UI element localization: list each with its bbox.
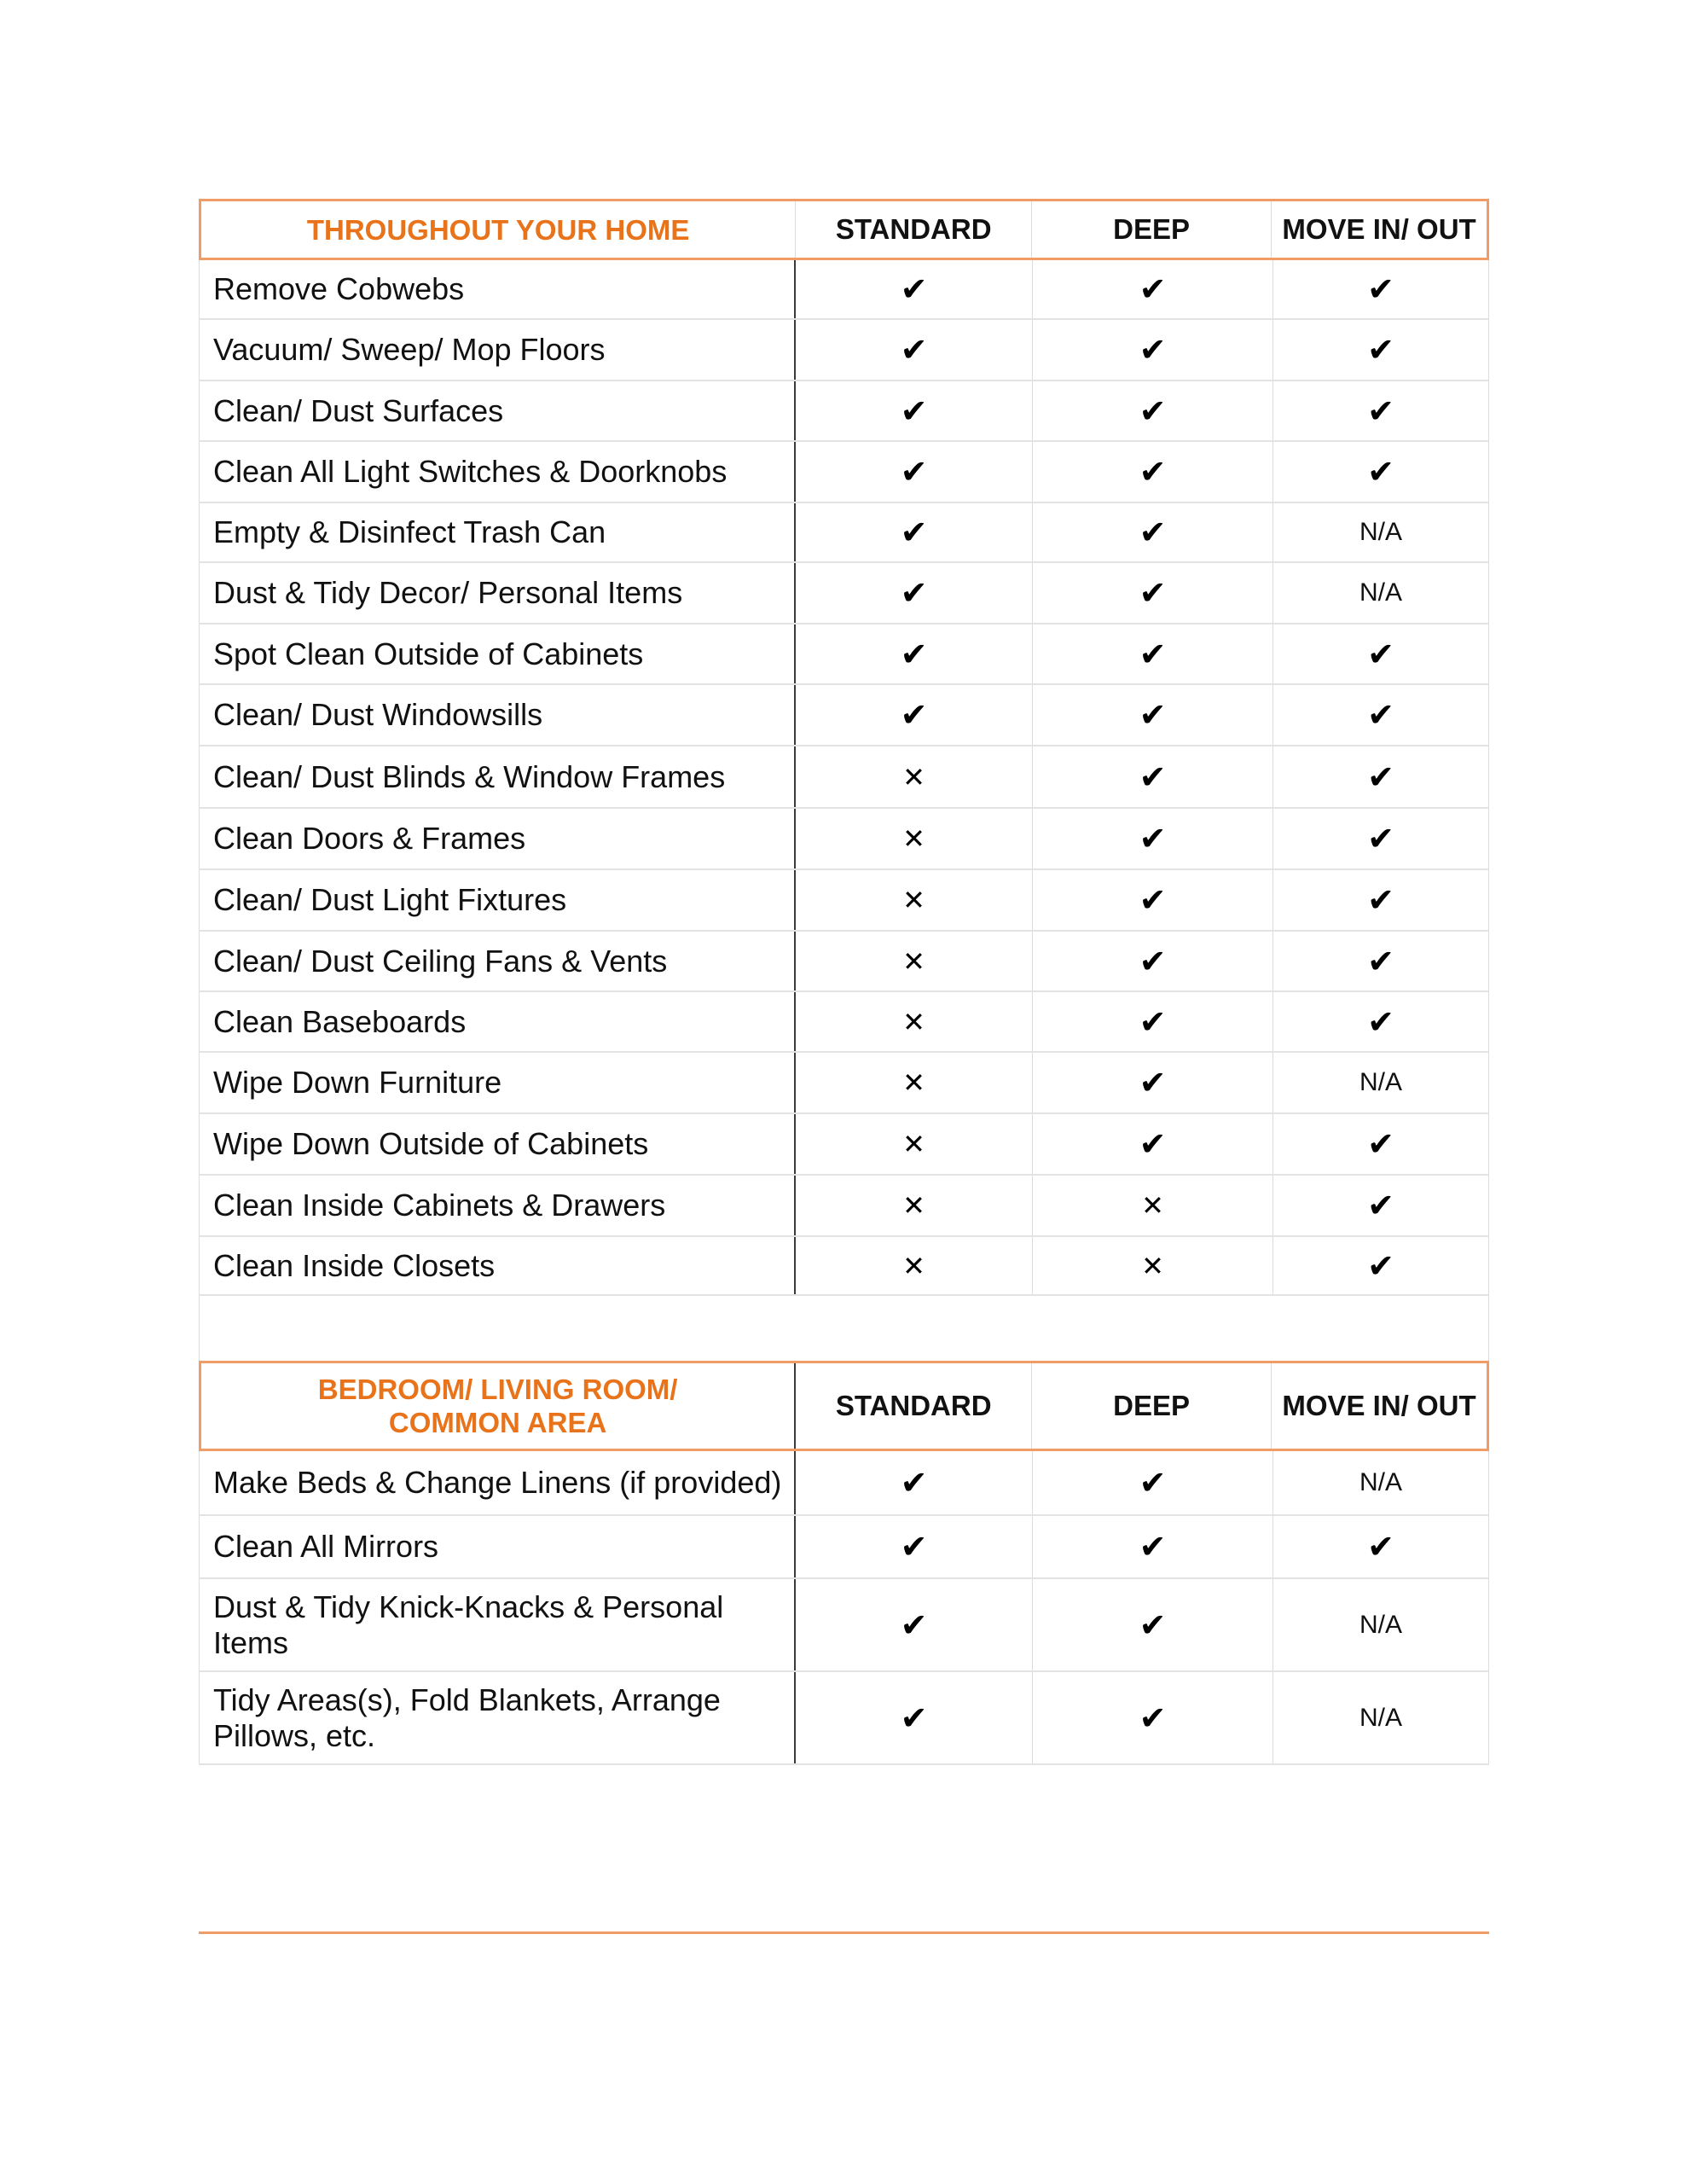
cell-move (1273, 870, 1489, 930)
cell-move (1273, 1176, 1489, 1235)
check-icon: ✔ (1367, 820, 1394, 857)
cell-move (1273, 1579, 1489, 1670)
cell-deep (1033, 624, 1273, 683)
check-icon: ✔ (1139, 392, 1167, 430)
cell-deep (1033, 932, 1273, 990)
task-label: Clean Baseboards (213, 1003, 467, 1039)
check-icon: ✔ (1139, 1125, 1167, 1163)
check-icon: ✔ (900, 574, 928, 612)
cell-move (1273, 1053, 1489, 1112)
task-label (213, 1589, 723, 1661)
x-icon: ✕ (902, 884, 925, 916)
cell-move (1273, 624, 1489, 683)
task-cell (199, 746, 796, 807)
task-cell (199, 685, 796, 745)
table-row (199, 1114, 1489, 1176)
task-cell (199, 1114, 796, 1174)
check-icon: ✔ (1139, 1699, 1167, 1737)
section-title (201, 201, 796, 258)
task-label: Clean/ Dust Light Fixtures (213, 882, 567, 917)
column-header-move-in-out (1272, 1363, 1487, 1449)
table-row (199, 1451, 1489, 1516)
check-icon: ✔ (1367, 696, 1394, 734)
cell-standard (796, 1053, 1033, 1112)
section-header-throughout-home (199, 199, 1489, 260)
x-icon: ✕ (1141, 1189, 1164, 1222)
task-cell (199, 1176, 796, 1235)
table-row (199, 320, 1489, 381)
task-label: Clean/ Dust Blinds & Window Frames (213, 758, 726, 794)
task-label: Clean All Mirrors (213, 1529, 439, 1564)
task-cell (199, 932, 796, 990)
table-row (199, 442, 1489, 503)
column-header-standard (796, 201, 1032, 258)
x-icon: ✕ (902, 1189, 925, 1222)
cell-move (1273, 1237, 1489, 1294)
cell-move (1273, 1672, 1489, 1763)
column-header-move-in-out (1272, 201, 1487, 258)
check-icon: ✔ (1139, 514, 1167, 551)
check-icon: ✔ (1139, 574, 1167, 612)
section-header-bedroom-living-room (199, 1361, 1489, 1451)
table-row (199, 1176, 1489, 1237)
task-cell (199, 1579, 796, 1670)
cell-standard (796, 1237, 1033, 1294)
cell-move (1273, 442, 1489, 502)
cell-deep (1033, 809, 1273, 868)
check-icon: ✔ (1367, 758, 1394, 796)
cell-deep (1033, 870, 1273, 930)
task-cell (199, 442, 796, 502)
table-row (199, 260, 1489, 320)
cell-standard (796, 1579, 1033, 1670)
check-icon: ✔ (1367, 1125, 1394, 1163)
x-icon: ✕ (902, 1249, 925, 1282)
check-icon: ✔ (1367, 331, 1394, 369)
task-cell (199, 1237, 796, 1294)
cell-move (1273, 932, 1489, 990)
table-row (199, 1237, 1489, 1296)
cell-move (1273, 992, 1489, 1051)
column-header-label: STANDARD (835, 1390, 992, 1421)
task-cell (199, 1516, 796, 1577)
x-icon: ✕ (902, 822, 925, 855)
task-cell (199, 992, 796, 1051)
cell-move (1273, 260, 1489, 318)
column-header-label: MOVE IN/ OUT (1282, 1390, 1476, 1421)
table-row (199, 992, 1489, 1053)
cell-standard (796, 624, 1033, 683)
section-spacer (199, 1296, 1489, 1361)
cell-standard (796, 870, 1033, 930)
task-label: Clean All Light Switches & Doorknobs (213, 454, 728, 489)
cell-standard (796, 442, 1033, 502)
x-icon: ✕ (902, 1128, 925, 1160)
cell-move (1273, 503, 1489, 561)
task-cell (199, 624, 796, 683)
cell-deep (1033, 685, 1273, 745)
column-header-label: STANDARD (835, 213, 992, 245)
task-cell (199, 503, 796, 561)
table-row (199, 1516, 1489, 1579)
check-icon: ✔ (1367, 270, 1394, 308)
table-row (199, 1053, 1489, 1114)
not-applicable-label: N/A (1359, 1703, 1402, 1732)
task-label (213, 1682, 721, 1754)
task-cell (199, 320, 796, 380)
section-title-text (318, 1373, 678, 1439)
task-label: Wipe Down Outside of Cabinets (213, 1126, 649, 1161)
check-icon: ✔ (900, 270, 928, 308)
check-icon: ✔ (1367, 1002, 1394, 1041)
check-icon: ✔ (1139, 1064, 1167, 1101)
check-icon: ✔ (1367, 942, 1394, 980)
column-header-standard (796, 1363, 1032, 1449)
table-row (199, 624, 1489, 685)
task-label: Remove Cobwebs (213, 271, 465, 306)
table-row (199, 1579, 1489, 1672)
task-cell (199, 1451, 796, 1514)
task-cell (199, 563, 796, 623)
section-title-line: COMMON AREA (388, 1407, 607, 1438)
cell-deep (1033, 1114, 1273, 1174)
task-cell (199, 1672, 796, 1763)
cell-deep (1033, 1579, 1273, 1670)
check-icon: ✔ (1367, 1246, 1394, 1285)
table-row (199, 870, 1489, 932)
cell-deep (1033, 1451, 1273, 1514)
check-icon: ✔ (1367, 1187, 1394, 1224)
task-label: Clean/ Dust Surfaces (213, 392, 504, 428)
cell-move (1273, 381, 1489, 440)
cell-standard (796, 932, 1033, 990)
section-title-text: THROUGHOUT YOUR HOME (306, 213, 690, 246)
footer-divider (199, 1931, 1489, 1934)
check-icon: ✔ (1139, 820, 1167, 857)
cell-standard (796, 1176, 1033, 1235)
column-header-label: DEEP (1113, 1390, 1190, 1421)
cell-deep (1033, 381, 1273, 440)
check-icon: ✔ (1367, 881, 1394, 919)
check-icon: ✔ (900, 1528, 928, 1565)
check-icon: ✔ (900, 635, 928, 673)
task-label: Clean Inside Closets (213, 1247, 496, 1283)
cell-deep (1033, 1237, 1273, 1294)
cell-standard (796, 809, 1033, 868)
not-applicable-label: N/A (1359, 1610, 1402, 1639)
check-icon: ✔ (1139, 758, 1167, 796)
check-icon: ✔ (900, 1606, 928, 1644)
table-row (199, 503, 1489, 563)
check-icon: ✔ (900, 696, 928, 734)
task-label: Spot Clean Outside of Cabinets (213, 636, 644, 671)
not-applicable-label: N/A (1359, 518, 1402, 546)
check-icon: ✔ (1139, 1464, 1167, 1502)
task-cell (199, 870, 796, 930)
task-label-line: Dust & Tidy Knick-Knacks & Personal (213, 1589, 724, 1624)
x-icon: ✕ (902, 760, 925, 793)
task-label-line: Items (213, 1624, 289, 1660)
cell-deep (1033, 1176, 1273, 1235)
table-row (199, 685, 1489, 746)
check-icon: ✔ (900, 331, 928, 369)
check-icon: ✔ (900, 1699, 928, 1737)
check-icon: ✔ (1139, 942, 1167, 980)
cell-deep (1033, 260, 1273, 318)
check-icon: ✔ (1139, 1002, 1167, 1041)
cell-move (1273, 685, 1489, 745)
cell-standard (796, 1672, 1033, 1763)
not-applicable-label: N/A (1359, 1468, 1402, 1496)
cell-standard (796, 260, 1033, 318)
task-label: Dust & Tidy Decor/ Personal Items (213, 575, 683, 610)
cell-move (1273, 320, 1489, 380)
check-icon: ✔ (1139, 270, 1167, 308)
cell-move (1273, 563, 1489, 623)
x-icon: ✕ (1141, 1249, 1164, 1282)
cell-standard (796, 1516, 1033, 1577)
task-cell (199, 381, 796, 440)
check-icon: ✔ (1367, 392, 1394, 430)
cell-standard (796, 992, 1033, 1051)
check-icon: ✔ (1139, 453, 1167, 491)
task-label-line: Pillows, etc. (213, 1717, 376, 1753)
check-icon: ✔ (1139, 331, 1167, 369)
table-row (199, 746, 1489, 809)
cell-move (1273, 809, 1489, 868)
not-applicable-label: N/A (1359, 578, 1402, 607)
cell-move (1273, 746, 1489, 807)
check-icon: ✔ (1139, 635, 1167, 673)
check-icon: ✔ (900, 392, 928, 430)
cell-deep (1033, 1672, 1273, 1763)
task-cell (199, 1053, 796, 1112)
cell-deep (1033, 1516, 1273, 1577)
table-row (199, 809, 1489, 870)
cell-standard (796, 685, 1033, 745)
column-header-label: MOVE IN/ OUT (1282, 213, 1476, 245)
task-label: Make Beds & Change Linens (if provided) (213, 1465, 782, 1500)
section-title-line: BEDROOM/ LIVING ROOM/ (317, 1374, 678, 1405)
cell-standard (796, 563, 1033, 623)
task-cell (199, 260, 796, 318)
cell-standard (796, 1451, 1033, 1514)
task-label: Vacuum/ Sweep/ Mop Floors (213, 332, 606, 367)
check-icon: ✔ (900, 514, 928, 551)
cell-deep (1033, 320, 1273, 380)
task-label: Clean/ Dust Windowsills (213, 697, 543, 732)
cell-standard (796, 320, 1033, 380)
column-header-label: DEEP (1113, 213, 1190, 245)
cell-deep (1033, 1053, 1273, 1112)
cleaning-comparison-table (199, 199, 1489, 1769)
task-label-line: Tidy Areas(s), Fold Blankets, Arrange (213, 1682, 721, 1717)
check-icon: ✔ (1367, 1528, 1394, 1565)
check-icon: ✔ (1367, 453, 1394, 491)
not-applicable-label: N/A (1359, 1068, 1402, 1096)
table-row (199, 932, 1489, 992)
cell-move (1273, 1114, 1489, 1174)
check-icon: ✔ (1139, 881, 1167, 919)
check-icon: ✔ (1367, 635, 1394, 673)
cell-move (1273, 1451, 1489, 1514)
cell-deep (1033, 503, 1273, 561)
check-icon: ✔ (1139, 1528, 1167, 1565)
task-label: Clean Doors & Frames (213, 821, 526, 856)
column-header-deep (1032, 1363, 1272, 1449)
table-row (199, 1672, 1489, 1765)
cell-deep (1033, 442, 1273, 502)
cell-deep (1033, 992, 1273, 1051)
section-title (201, 1363, 796, 1449)
cell-move (1273, 1516, 1489, 1577)
task-label: Empty & Disinfect Trash Can (213, 514, 606, 549)
cell-deep (1033, 746, 1273, 807)
task-label: Clean Inside Cabinets & Drawers (213, 1188, 666, 1223)
task-cell (199, 809, 796, 868)
cell-deep (1033, 563, 1273, 623)
check-icon: ✔ (1139, 696, 1167, 734)
cell-standard (796, 381, 1033, 440)
cell-standard (796, 1114, 1033, 1174)
column-header-deep (1032, 201, 1272, 258)
x-icon: ✕ (902, 1066, 925, 1099)
table-row (199, 381, 1489, 442)
check-icon: ✔ (900, 453, 928, 491)
table-row (199, 563, 1489, 624)
x-icon: ✕ (902, 944, 925, 978)
check-icon: ✔ (1139, 1606, 1167, 1644)
cell-standard (796, 746, 1033, 807)
task-label: Wipe Down Furniture (213, 1065, 502, 1100)
task-label: Clean/ Dust Ceiling Fans & Vents (213, 943, 668, 979)
x-icon: ✕ (902, 1005, 925, 1038)
cell-standard (796, 503, 1033, 561)
check-icon: ✔ (900, 1464, 928, 1502)
